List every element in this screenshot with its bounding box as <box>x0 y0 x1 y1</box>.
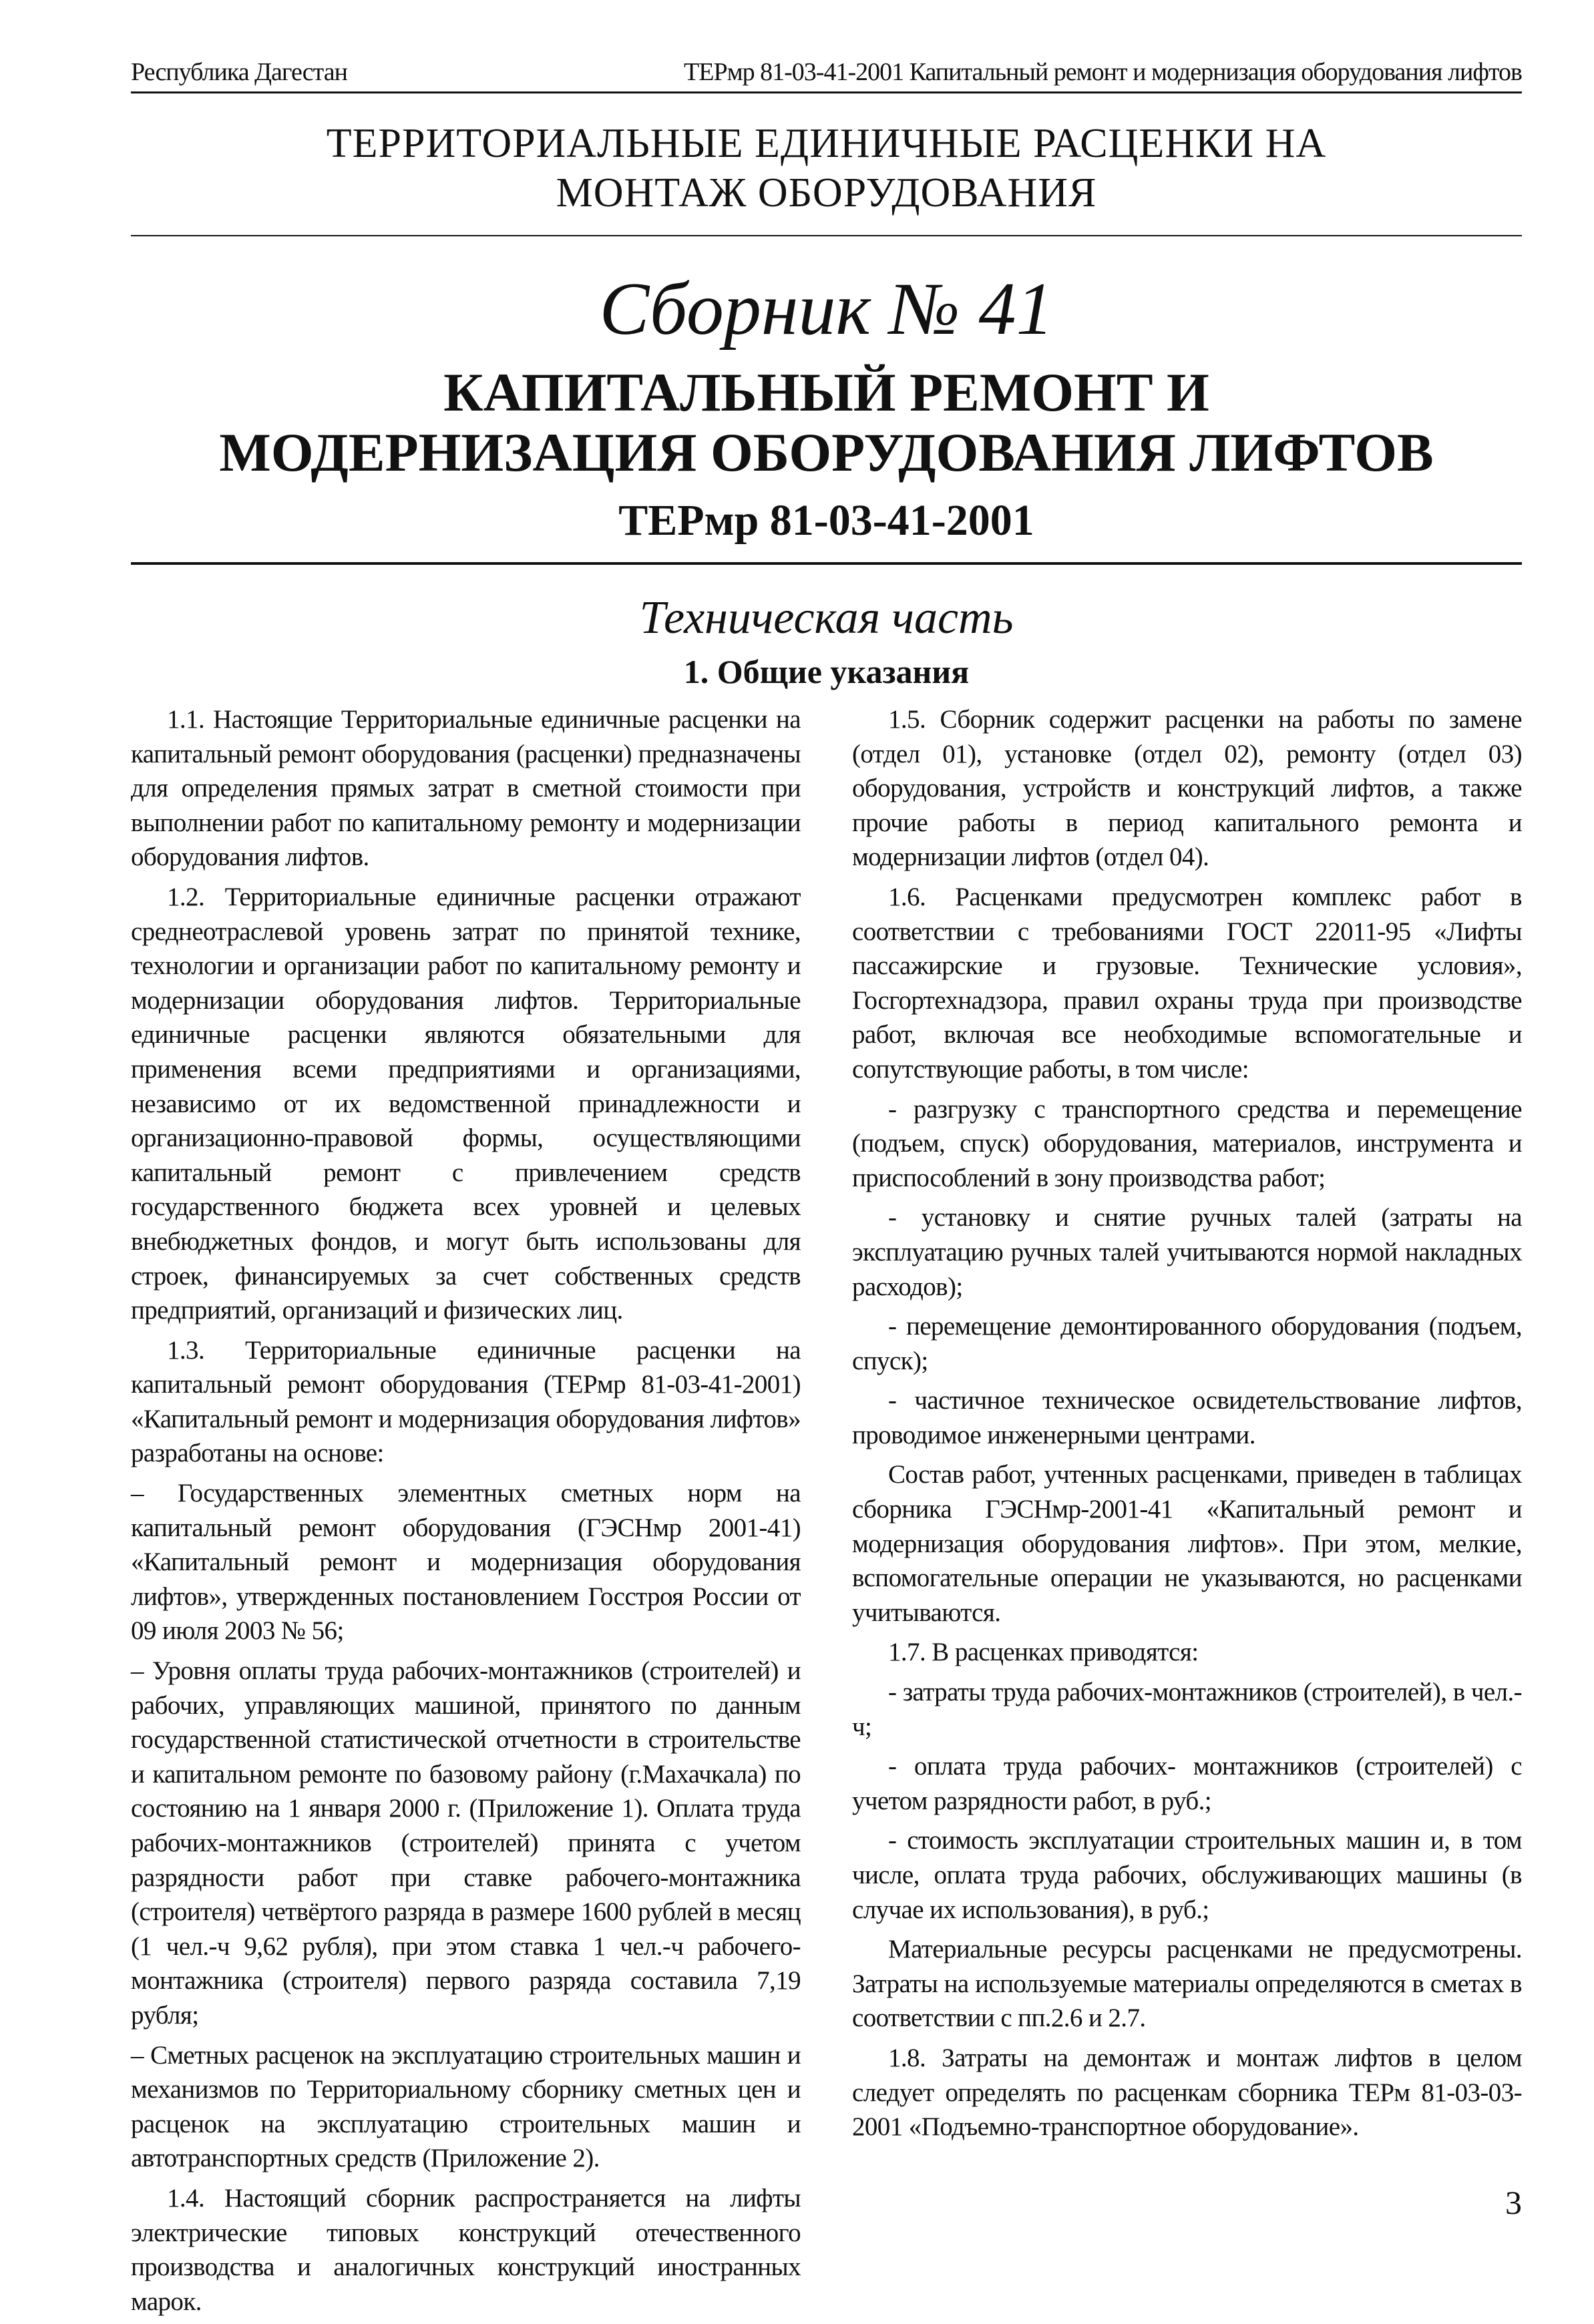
paragraph-materials: Материальные ресурсы расценками не предусмотрены. Затраты на используемые материалы определяются в сметах в соответствии с пп.2.6 и 2.7. <box>852 1935 1522 2033</box>
paragraph-1-2: 1.2. Территориальные единичные расценки отражают среднеотраслевой уровень затрат по принятой технике, технологии и организации работ по капитальному ремонту и модернизации оборудования лифтов. Территориальные единичные расценки являются обязательными для применения всеми предприятиями и организациями, независимо от их ведомственной принадлежности и организационно-правовой формы, осуществляющими капитальный ремонт с привлечением средств государственного бюджета всех уровней и целевых внебюджетных фондов, и могут быть использованы для строек, финансируемых за счет собственных средств предприятий, организаций и физических лиц. <box>131 882 801 1325</box>
paragraph-1-8: 1.8. Затраты на демонтаж и монтаж лифтов в целом следует определять по расценкам сборника ТЕРм 81-03-03-2001 «Подъемно-транспортное оборудование». <box>852 2043 1522 2142</box>
paragraph-1-5: 1.5. Сборник содержит расценки на работы по замене (отдел 01), установке (отдел 02), ремонту (отдел 03) оборудования, устройств и конструкций лифтов, а также прочие работы в период капитального ремонта и модернизации лифтов (отдел 04). <box>852 705 1522 872</box>
list-item-labor-hours: - затраты труда рабочих-монтажников (строителей), в чел.-ч; <box>852 1678 1522 1741</box>
list-item-hoists: - установку и снятие ручных талей (затраты на эксплуатацию ручных талей учитываются нормой накладных расходов); <box>852 1203 1522 1301</box>
list-item-machine-cost: - стоимость эксплуатации строительных машин и, в том числе, оплата труда рабочих, обслуживающих машины (в случае их использования), в руб.; <box>852 1826 1522 1924</box>
paragraph-1-6: 1.6. Расценками предусмотрен комплекс работ в соответствии с требованиями ГОСТ 22011-95 «Лифты пассажирские и грузовые. Технические условия», Госгортехнадзора, правил охраны труда при производстве работ, включая все необходимые вспомогательные и сопутствующие работы, в том числе: <box>852 882 1522 1084</box>
collection-title: Сборник № 41 <box>599 268 1054 351</box>
running-header-left: Республика Дагестан <box>131 58 347 86</box>
list-item-labor-pay: - оплата труда рабочих- монтажников (строителей) с учетом разрядности работ, в руб.; <box>852 1752 1522 1815</box>
list-item-machines: – Сметных расценок на эксплуатацию строительных машин и механизмов по Территориальному сборнику сметных цен и расценок на эксплуатацию строительных машин и автотранспортных средств (Приложение 2). <box>131 2040 801 2173</box>
header-rule <box>131 91 1522 93</box>
left-column <box>131 702 801 2324</box>
list-item-inspection: - частичное техническое освидетельствование лифтов, проводимое инженерными центрами. <box>852 1386 1522 1449</box>
code-rule <box>131 562 1522 565</box>
paragraph-1-1: 1.1. Настоящие Территориальные единичные расценки на капитальный ремонт оборудования (расценки) предназначены для определения прямых затрат в сметной стоимости при выполнении работ по капитальному ремонту и модернизации оборудования лифтов. <box>131 705 801 872</box>
page-number: 3 <box>1505 2184 1522 2221</box>
list-item-wages: – Уровня оплаты труда рабочих-монтажников (строителей) и рабочих, управляющих машиной, принятого по данным государственной статистической отчетности в строительстве и капитальном ремонте по базовому району (г.Махачкала) по состоянию на 1 января 2000 г. (Приложение 1). Оплата труда рабочих-монтажников (строителей) принята с учетом разрядности работ при ставке рабочего-монтажника (строителя) четвёртого разряда в размере 1600 рублей в месяц (1 чел.-ч 9,62 рубля), при этом ставка 1 чел.-ч рабочего-монтажника (строителя) первого разряда составила 7,19 рубля; <box>131 1656 801 2030</box>
paragraph-1-3: 1.3. Территориальные единичные расценки на капитальный ремонт оборудования (ТЕРмр 81-03-41-2001) «Капитальный ремонт и модернизация оборудования лифтов» разработаны на основе: <box>131 1335 801 1468</box>
collection-type-line-1: ТЕРРИТОРИАЛЬНЫЕ ЕДИНИЧНЫЕ РАСЦЕНКИ НА <box>326 121 1327 166</box>
paragraph-1-7: 1.7. В расценках приводятся: <box>888 1638 1199 1667</box>
collection-code: ТЕРмр 81-03-41-2001 <box>618 496 1034 545</box>
collection-type-title <box>131 119 1522 218</box>
paragraph-1-4: 1.4. Настоящий сборник распространяется на лифты электрические типовых конструкций отечественного производства и аналогичных конструкций иностранных марок. <box>131 2183 801 2316</box>
collection-type-line-2: МОНТАЖ ОБОРУДОВАНИЯ <box>556 170 1097 216</box>
collection-subtitle-line-1: КАПИТАЛЬНЫЙ РЕМОНТ И <box>443 362 1209 423</box>
list-item-gesn: – Государственных элементных сметных норм на капитальный ремонт оборудования (ГЭСНмр 2001-41) «Капитальный ремонт и модернизация оборудования лифтов», утвержденных постановлением Госстроя России от 09 июля 2003 № 56; <box>131 1479 801 1646</box>
right-column <box>852 702 1522 2150</box>
list-item-moving: - перемещение демонтированного оборудования (подъем, спуск); <box>852 1312 1522 1375</box>
title-rule <box>131 235 1522 236</box>
running-header-right: ТЕРмр 81-03-41-2001 Капитальный ремонт и модернизация оборудования лифтов <box>684 58 1522 86</box>
section-heading: 1. Общие указания <box>683 653 970 690</box>
paragraph-composition: Состав работ, учтенных расценками, приведен в таблицах сборника ГЭСНмр-2001-41 «Капитальный ремонт и модернизация оборудования лифтов». При этом, мелкие, вспомогательные операции не указываются, но расценками учитываются. <box>852 1460 1522 1627</box>
list-item-unloading: - разгрузку с транспортного средства и перемещение (подъем, спуск) оборудования, материалов, инструмента и приспособлений в зону производства работ; <box>852 1094 1522 1192</box>
section-title: Техническая часть <box>639 592 1014 644</box>
collection-subtitle-line-2: МОДЕРНИЗАЦИЯ ОБОРУДОВАНИЯ ЛИФТОВ <box>219 422 1434 483</box>
